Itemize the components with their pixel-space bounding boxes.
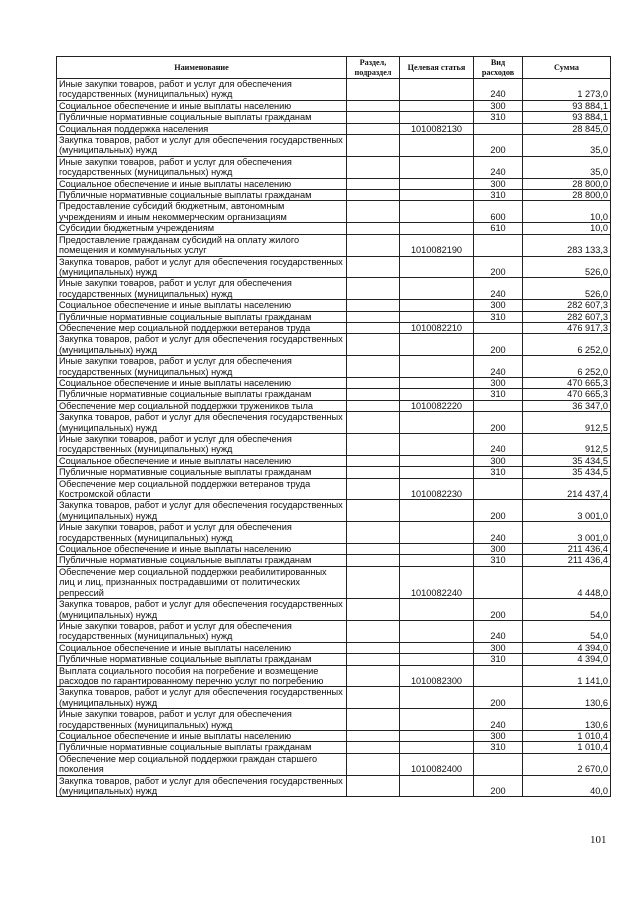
- row-type: [474, 478, 523, 500]
- row-section: [347, 599, 400, 621]
- row-target: 1010082190: [400, 234, 474, 256]
- row-target: [400, 377, 474, 388]
- table-row: [57, 742, 611, 753]
- row-type: 240: [474, 356, 523, 378]
- row-name: Социальное обеспечение и иные выплаты населению: [57, 455, 347, 466]
- row-sum: 1 010,4: [523, 730, 611, 741]
- row-name: Социальная поддержка населения: [57, 123, 347, 134]
- row-name: Обеспечение мер социальной поддержки граждан старшего поколения: [57, 753, 347, 775]
- header-section: Раздел, подраздел: [347, 57, 400, 79]
- row-section: [347, 123, 400, 134]
- row-sum: 40,0: [523, 775, 611, 797]
- row-sum: 130,6: [523, 687, 611, 709]
- row-type: 310: [474, 389, 523, 400]
- row-section: [347, 544, 400, 555]
- row-section: [347, 566, 400, 598]
- row-type: 200: [474, 256, 523, 278]
- table-row: [57, 100, 611, 111]
- row-target: [400, 356, 474, 378]
- table-row: [57, 322, 611, 333]
- row-type: 300: [474, 455, 523, 466]
- row-target: [400, 389, 474, 400]
- row-section: [347, 356, 400, 378]
- table-row: [57, 389, 611, 400]
- table-row: [57, 178, 611, 189]
- budget-table: [56, 56, 611, 797]
- row-section: [347, 389, 400, 400]
- row-type: 300: [474, 377, 523, 388]
- row-section: [347, 620, 400, 642]
- row-name: Закупка товаров, работ и услуг для обеспечения государственных (муниципальных) нужд: [57, 775, 347, 797]
- row-name: Субсидии бюджетным учреждениям: [57, 223, 347, 234]
- row-name: Иные закупки товаров, работ и услуг для обеспечения государственных (муниципальных) нужд: [57, 278, 347, 300]
- table-row: [57, 311, 611, 322]
- row-type: 240: [474, 79, 523, 101]
- row-target: [400, 434, 474, 456]
- table-row: [57, 123, 611, 134]
- row-section: [347, 278, 400, 300]
- row-type: [474, 123, 523, 134]
- row-type: 200: [474, 334, 523, 356]
- row-target: [400, 742, 474, 753]
- row-sum: 211 436,4: [523, 555, 611, 566]
- row-target: [400, 599, 474, 621]
- row-type: 610: [474, 223, 523, 234]
- row-type: [474, 322, 523, 333]
- row-target: 1010082240: [400, 566, 474, 598]
- row-target: [400, 223, 474, 234]
- row-sum: 54,0: [523, 620, 611, 642]
- row-target: [400, 190, 474, 201]
- row-section: [347, 500, 400, 522]
- table-row: [57, 434, 611, 456]
- row-name: Иные закупки товаров, работ и услуг для обеспечения государственных (муниципальных) нужд: [57, 434, 347, 456]
- table-row: [57, 555, 611, 566]
- table-row: [57, 356, 611, 378]
- row-sum: 1 141,0: [523, 665, 611, 687]
- row-section: [347, 234, 400, 256]
- row-sum: 10,0: [523, 223, 611, 234]
- table-row: [57, 300, 611, 311]
- row-name: Иные закупки товаров, работ и услуг для обеспечения государственных (муниципальных) нужд: [57, 522, 347, 544]
- row-sum: 3 001,0: [523, 500, 611, 522]
- table-row: [57, 599, 611, 621]
- row-name: Иные закупки товаров, работ и услуг для обеспечения государственных (муниципальных) нужд: [57, 356, 347, 378]
- row-type: 240: [474, 434, 523, 456]
- row-name: Закупка товаров, работ и услуг для обеспечения государственных (муниципальных) нужд: [57, 334, 347, 356]
- table-header-row: [57, 57, 611, 79]
- row-sum: 282 607,3: [523, 311, 611, 322]
- row-type: 300: [474, 300, 523, 311]
- row-target: [400, 100, 474, 111]
- row-target: [400, 178, 474, 189]
- row-type: 310: [474, 555, 523, 566]
- row-target: [400, 300, 474, 311]
- row-type: 200: [474, 599, 523, 621]
- row-sum: 35,0: [523, 135, 611, 157]
- row-section: [347, 300, 400, 311]
- row-name: Социальное обеспечение и иные выплаты населению: [57, 178, 347, 189]
- table-row: [57, 400, 611, 411]
- row-target: [400, 709, 474, 731]
- row-target: [400, 201, 474, 223]
- row-type: 300: [474, 544, 523, 555]
- row-sum: 4 394,0: [523, 654, 611, 665]
- table-row: [57, 455, 611, 466]
- header-name: Наименование: [57, 57, 347, 79]
- row-type: 240: [474, 522, 523, 544]
- table-row: [57, 566, 611, 598]
- row-section: [347, 79, 400, 101]
- row-type: 240: [474, 278, 523, 300]
- row-type: 240: [474, 156, 523, 178]
- row-name: Закупка товаров, работ и услуг для обеспечения государственных (муниципальных) нужд: [57, 599, 347, 621]
- table-row: [57, 544, 611, 555]
- row-target: [400, 544, 474, 555]
- row-sum: 54,0: [523, 599, 611, 621]
- row-name: Предоставление гражданам субсидий на оплату жилого помещения и коммунальных услуг: [57, 234, 347, 256]
- table-row: [57, 234, 611, 256]
- table-row: [57, 190, 611, 201]
- table-row: [57, 620, 611, 642]
- row-sum: 476 917,3: [523, 322, 611, 333]
- page-number: 101: [590, 834, 607, 846]
- row-name: Выплата социального пособия на погребение и возмещение расходов по гарантированному перечню услуг по погребению: [57, 665, 347, 687]
- table-row: [57, 412, 611, 434]
- row-sum: 28 845,0: [523, 123, 611, 134]
- row-name: Обеспечение мер социальной поддержки ветеранов труда: [57, 322, 347, 333]
- table-row: [57, 156, 611, 178]
- row-section: [347, 467, 400, 478]
- row-target: [400, 112, 474, 123]
- row-section: [347, 742, 400, 753]
- row-sum: 6 252,0: [523, 356, 611, 378]
- row-name: Публичные нормативные социальные выплаты гражданам: [57, 742, 347, 753]
- table-row: [57, 522, 611, 544]
- row-name: Публичные нормативные социальные выплаты гражданам: [57, 555, 347, 566]
- row-type: 300: [474, 100, 523, 111]
- row-target: [400, 278, 474, 300]
- row-name: Закупка товаров, работ и услуг для обеспечения государственных (муниципальных) нужд: [57, 500, 347, 522]
- table-row: [57, 665, 611, 687]
- row-sum: 526,0: [523, 256, 611, 278]
- row-target: 1010082220: [400, 400, 474, 411]
- row-name: Публичные нормативные социальные выплаты гражданам: [57, 112, 347, 123]
- row-type: 600: [474, 201, 523, 223]
- row-sum: 211 436,4: [523, 544, 611, 555]
- row-target: [400, 334, 474, 356]
- row-name: Иные закупки товаров, работ и услуг для обеспечения государственных (муниципальных) нужд: [57, 709, 347, 731]
- table-row: [57, 709, 611, 731]
- row-type: 300: [474, 642, 523, 653]
- row-type: 310: [474, 654, 523, 665]
- row-name: Закупка товаров, работ и услуг для обеспечения государственных (муниципальных) нужд: [57, 256, 347, 278]
- row-name: Публичные нормативные социальные выплаты гражданам: [57, 654, 347, 665]
- row-target: [400, 412, 474, 434]
- row-section: [347, 223, 400, 234]
- row-name: Социальное обеспечение и иные выплаты населению: [57, 730, 347, 741]
- row-target: [400, 687, 474, 709]
- row-target: 1010082300: [400, 665, 474, 687]
- row-name: Закупка товаров, работ и услуг для обеспечения государственных (муниципальных) нужд: [57, 135, 347, 157]
- row-target: [400, 135, 474, 157]
- row-section: [347, 434, 400, 456]
- row-name: Социальное обеспечение и иные выплаты населению: [57, 642, 347, 653]
- row-name: Публичные нормативные социальные выплаты гражданам: [57, 467, 347, 478]
- row-sum: 2 670,0: [523, 753, 611, 775]
- table-row: [57, 256, 611, 278]
- row-section: [347, 256, 400, 278]
- row-target: 1010082210: [400, 322, 474, 333]
- table-row: [57, 642, 611, 653]
- row-section: [347, 112, 400, 123]
- row-section: [347, 311, 400, 322]
- table-row: [57, 377, 611, 388]
- row-sum: 214 437,4: [523, 478, 611, 500]
- row-name: Социальное обеспечение и иные выплаты населению: [57, 377, 347, 388]
- row-sum: 36 347,0: [523, 400, 611, 411]
- row-name: Социальное обеспечение и иные выплаты населению: [57, 544, 347, 555]
- row-section: [347, 455, 400, 466]
- row-sum: 470 665,3: [523, 377, 611, 388]
- row-type: [474, 566, 523, 598]
- row-name: Закупка товаров, работ и услуг для обеспечения государственных (муниципальных) нужд: [57, 687, 347, 709]
- row-sum: 10,0: [523, 201, 611, 223]
- table-row: [57, 775, 611, 797]
- row-sum: 283 133,3: [523, 234, 611, 256]
- row-section: [347, 334, 400, 356]
- row-type: 310: [474, 112, 523, 123]
- row-section: [347, 753, 400, 775]
- row-name: Публичные нормативные социальные выплаты гражданам: [57, 389, 347, 400]
- row-section: [347, 709, 400, 731]
- row-name: Иные закупки товаров, работ и услуг для обеспечения государственных (муниципальных) нужд: [57, 156, 347, 178]
- row-sum: 526,0: [523, 278, 611, 300]
- row-sum: 3 001,0: [523, 522, 611, 544]
- row-type: 200: [474, 412, 523, 434]
- row-type: 310: [474, 190, 523, 201]
- row-section: [347, 178, 400, 189]
- table-row: [57, 278, 611, 300]
- row-target: [400, 500, 474, 522]
- row-target: [400, 775, 474, 797]
- row-sum: 130,6: [523, 709, 611, 731]
- row-section: [347, 522, 400, 544]
- header-type: Вид расходов: [474, 57, 523, 79]
- row-type: 240: [474, 709, 523, 731]
- row-type: 310: [474, 311, 523, 322]
- row-target: [400, 555, 474, 566]
- row-section: [347, 322, 400, 333]
- row-sum: 4 394,0: [523, 642, 611, 653]
- row-sum: 28 800,0: [523, 178, 611, 189]
- row-target: 1010082230: [400, 478, 474, 500]
- row-target: [400, 730, 474, 741]
- row-sum: 470 665,3: [523, 389, 611, 400]
- row-sum: 912,5: [523, 434, 611, 456]
- row-sum: 93 884,1: [523, 100, 611, 111]
- table-row: [57, 467, 611, 478]
- row-target: [400, 642, 474, 653]
- row-name: Публичные нормативные социальные выплаты гражданам: [57, 190, 347, 201]
- table-row: [57, 500, 611, 522]
- row-name: Социальное обеспечение и иные выплаты населению: [57, 300, 347, 311]
- table-row: [57, 334, 611, 356]
- row-target: [400, 522, 474, 544]
- row-type: 200: [474, 687, 523, 709]
- row-target: [400, 311, 474, 322]
- row-section: [347, 555, 400, 566]
- row-section: [347, 730, 400, 741]
- row-name: Закупка товаров, работ и услуг для обеспечения государственных (муниципальных) нужд: [57, 412, 347, 434]
- row-target: 1010082400: [400, 753, 474, 775]
- row-type: 240: [474, 620, 523, 642]
- row-type: [474, 400, 523, 411]
- row-name: Социальное обеспечение и иные выплаты населению: [57, 100, 347, 111]
- row-section: [347, 201, 400, 223]
- row-sum: 35,0: [523, 156, 611, 178]
- row-type: [474, 753, 523, 775]
- row-target: 1010082130: [400, 123, 474, 134]
- row-name: Иные закупки товаров, работ и услуг для обеспечения государственных (муниципальных) нужд: [57, 620, 347, 642]
- row-section: [347, 642, 400, 653]
- row-type: 300: [474, 730, 523, 741]
- row-sum: 28 800,0: [523, 190, 611, 201]
- table-row: [57, 223, 611, 234]
- row-name: Публичные нормативные социальные выплаты гражданам: [57, 311, 347, 322]
- row-target: [400, 467, 474, 478]
- row-type: 200: [474, 500, 523, 522]
- row-target: [400, 79, 474, 101]
- row-name: Обеспечение мер социальной поддержки реабилитированных лиц и лиц, признанных пострадавшими от политических репрессий: [57, 566, 347, 598]
- row-section: [347, 775, 400, 797]
- row-sum: 4 448,0: [523, 566, 611, 598]
- row-section: [347, 377, 400, 388]
- row-type: 300: [474, 178, 523, 189]
- row-name: Иные закупки товаров, работ и услуг для обеспечения государственных (муниципальных) нужд: [57, 79, 347, 101]
- row-sum: 1 010,4: [523, 742, 611, 753]
- row-section: [347, 400, 400, 411]
- row-target: [400, 620, 474, 642]
- row-target: [400, 654, 474, 665]
- row-sum: 35 434,5: [523, 455, 611, 466]
- row-type: 310: [474, 742, 523, 753]
- header-sum: Сумма: [523, 57, 611, 79]
- row-sum: 35 434,5: [523, 467, 611, 478]
- row-section: [347, 156, 400, 178]
- row-section: [347, 665, 400, 687]
- row-type: 310: [474, 467, 523, 478]
- row-section: [347, 135, 400, 157]
- row-sum: 6 252,0: [523, 334, 611, 356]
- row-section: [347, 412, 400, 434]
- table-row: [57, 112, 611, 123]
- table-row: [57, 201, 611, 223]
- table-row: [57, 753, 611, 775]
- row-name: Обеспечение мер социальной поддержки ветеранов труда Костромской области: [57, 478, 347, 500]
- row-sum: 93 884,1: [523, 112, 611, 123]
- row-sum: 912,5: [523, 412, 611, 434]
- table-row: [57, 730, 611, 741]
- row-sum: 1 273,0: [523, 79, 611, 101]
- row-target: [400, 455, 474, 466]
- row-sum: 282 607,3: [523, 300, 611, 311]
- row-target: [400, 256, 474, 278]
- row-section: [347, 100, 400, 111]
- table-row: [57, 135, 611, 157]
- row-target: [400, 156, 474, 178]
- row-type: 200: [474, 775, 523, 797]
- row-section: [347, 654, 400, 665]
- row-name: Обеспечение мер социальной поддержки тружеников тыла: [57, 400, 347, 411]
- table-row: [57, 478, 611, 500]
- table-row: [57, 654, 611, 665]
- header-target: Целевая статья: [400, 57, 474, 79]
- table-row: [57, 687, 611, 709]
- table-row: [57, 79, 611, 101]
- row-section: [347, 478, 400, 500]
- row-section: [347, 687, 400, 709]
- row-type: [474, 234, 523, 256]
- row-section: [347, 190, 400, 201]
- row-type: [474, 665, 523, 687]
- row-name: Предоставление субсидий бюджетным, автономным учреждениям и иным некоммерческим организациям: [57, 201, 347, 223]
- row-type: 200: [474, 135, 523, 157]
